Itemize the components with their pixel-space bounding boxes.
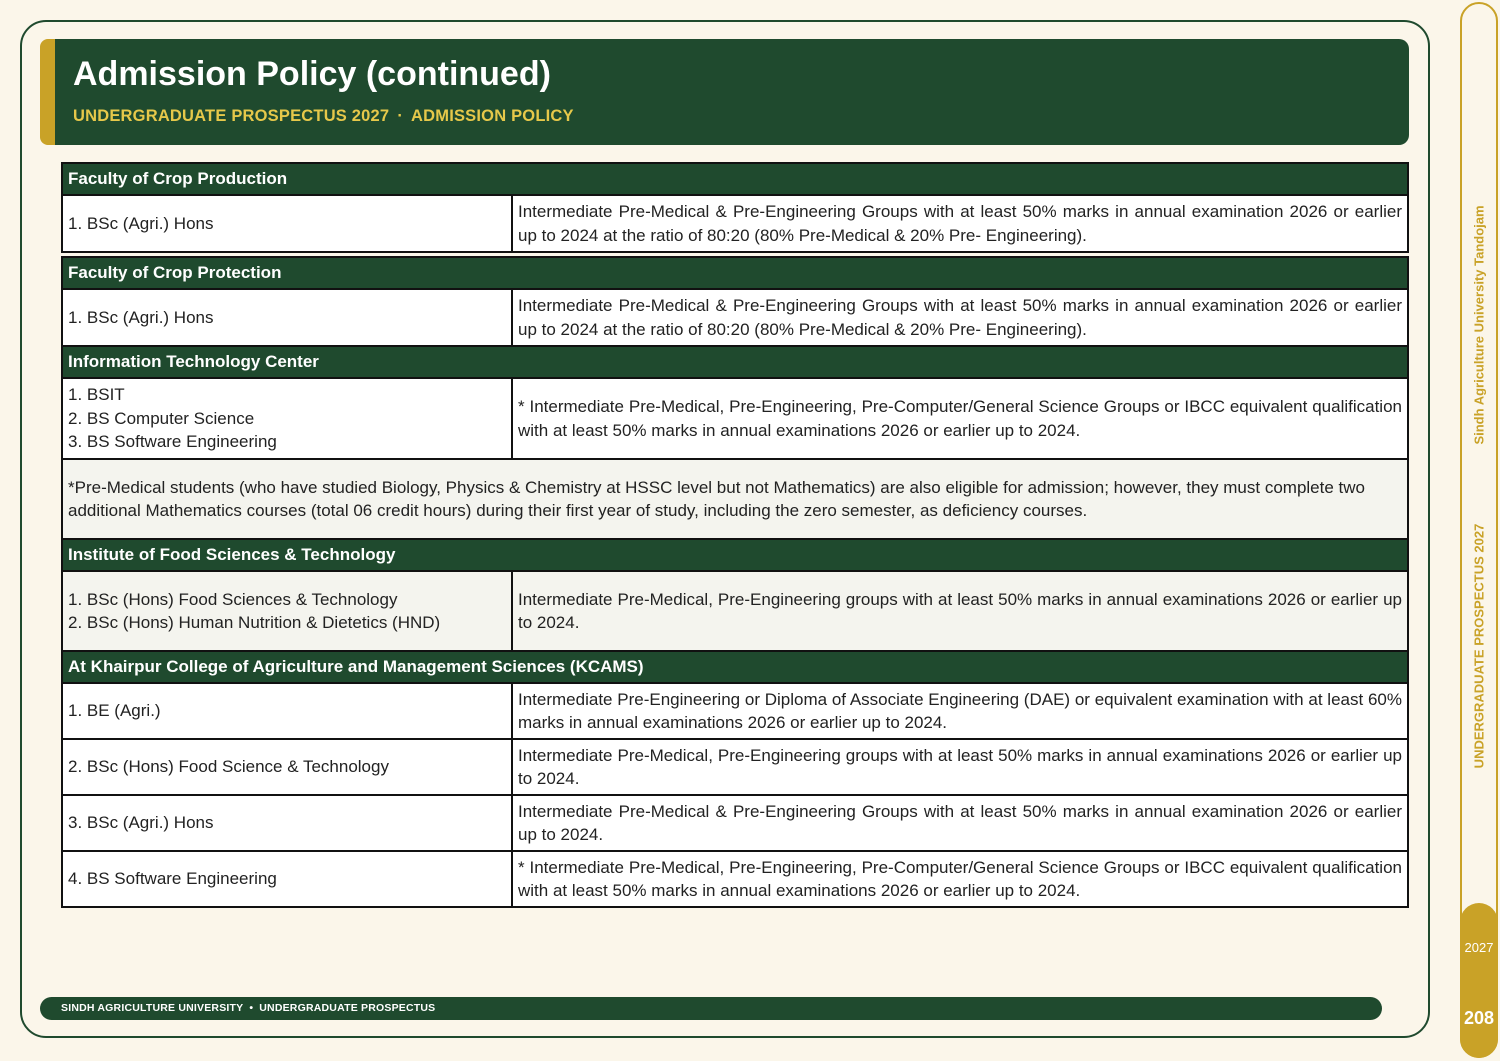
page-subtitle: [73, 107, 574, 126]
criteria-cell: Intermediate Pre-Medical, Pre-Engineering groups with at least 50% marks in annual examinations 2026 or earlier up to 2024.: [518, 589, 1402, 632]
program-item: 1. BSc (Hons) Food Sciences & Technology: [68, 589, 398, 609]
table-row: [63, 796, 1407, 852]
program-item: 2. BS Computer Science: [68, 408, 255, 428]
criteria-cell: Intermediate Pre-Medical & Pre-Engineering Groups with at least 50% marks in annual examination 2026 or earlier up to 2024.: [518, 801, 1402, 844]
section-title-food-sciences: Institute of Food Sciences & Technology: [63, 540, 1407, 572]
footer-university: SINDH AGRICULTURE UNIVERSITY: [61, 1002, 244, 1014]
program-cell: 2. BSc (Hons) Food Science & Technology: [63, 740, 513, 794]
table-row: [63, 379, 1407, 460]
eligibility-note: *Pre-Medical students (who have studied Biology, Physics & Chemistry at HSSC level but not Mathematics) are also eligible for admission; however, they must complete two additional Mathematics courses (total 06 credit hours) during their first year of study, including the zero semester, as deficiency courses.: [63, 460, 1407, 540]
program-cell: 1. BE (Agri.): [63, 684, 513, 738]
subtitle-prospectus: UNDERGRADUATE PROSPECTUS 2027: [73, 107, 390, 125]
sidebar-prospectus-label: UNDERGRADUATE PROSPECTUS 2027: [1471, 523, 1487, 769]
program-cell: 3. BSc (Agri.) Hons: [63, 796, 513, 850]
program-cell: [63, 572, 513, 650]
criteria-cell: Intermediate Pre-Medical & Pre-Engineering Groups with at least 50% marks in annual examination 2026 or earlier up to 2024 at the ratio of 80:20 (80% Pre-Medical & 20% Pre- Engineering).: [518, 202, 1402, 245]
program-cell: 4. BS Software Engineering: [63, 852, 513, 906]
page-number: 208: [1463, 1008, 1495, 1028]
section-crop-production: [61, 162, 1409, 253]
table-row: [63, 290, 1407, 347]
program-cell: [63, 379, 513, 458]
table-row: [63, 852, 1407, 906]
program-item: 2. BSc (Hons) Human Nutrition & Dietetics (HND): [68, 613, 441, 632]
program-item: 1. BSIT: [68, 385, 125, 405]
sidebar-year: 2027: [1464, 940, 1494, 955]
table-row: [63, 572, 1407, 652]
page-title: Admission Policy (continued): [73, 55, 551, 93]
criteria-cell: Intermediate Pre-Engineering or Diploma of Associate Engineering (DAE) or equivalent examination with at least 60% marks in annual examinations 2026 or earlier up to 2024.: [518, 689, 1402, 732]
page-header: [40, 39, 1409, 145]
sidebar-university-label: Sindh Agriculture University Tandojam: [1471, 205, 1487, 445]
section-title-it-center: Information Technology Center: [63, 347, 1407, 379]
section-title: Faculty of Crop Production: [63, 164, 1407, 196]
table-row: [63, 684, 1407, 740]
criteria-cell: * Intermediate Pre-Medical, Pre-Engineering, Pre-Computer/General Science Groups or IBCC equivalent qualification with at least 50% marks in annual examinations 2026 or earlier up to 2024.: [518, 397, 1402, 440]
criteria-cell: Intermediate Pre-Medical & Pre-Engineering Groups with at least 50% marks in annual examination 2026 or earlier up to 2024 at the ratio of 80:20 (80% Pre-Medical & 20% Pre- Engineering).: [518, 296, 1402, 339]
section-crop-protection: [61, 256, 1409, 908]
program-cell: 1. BSc (Agri.) Hons: [63, 290, 513, 345]
page-footer: [40, 997, 1382, 1020]
criteria-cell: * Intermediate Pre-Medical, Pre-Engineering, Pre-Computer/General Science Groups or IBCC equivalent qualification with at least 50% marks in annual examinations 2026 or earlier up to 2024.: [518, 857, 1402, 900]
program-item: 3. BS Software Engineering: [68, 432, 277, 452]
program-cell: 1. BSc (Agri.) Hons: [63, 196, 513, 251]
subtitle-separator: ·: [397, 107, 404, 125]
header-accent-bar: [40, 39, 55, 145]
footer-prospectus: UNDERGRADUATE PROSPECTUS: [259, 1002, 436, 1014]
table-row: [63, 740, 1407, 796]
section-title: Faculty of Crop Protection: [63, 258, 1407, 290]
section-title-kcams: At Khairpur College of Agriculture and Management Sciences (KCAMS): [63, 652, 1407, 684]
footer-separator: •: [249, 1002, 254, 1014]
table-row: [63, 196, 1407, 251]
criteria-cell: Intermediate Pre-Medical, Pre-Engineering groups with at least 50% marks in annual examinations 2026 or earlier up to 2024.: [518, 745, 1402, 788]
page-number-tab: [1460, 903, 1498, 1058]
subtitle-section: ADMISSION POLICY: [411, 107, 574, 125]
